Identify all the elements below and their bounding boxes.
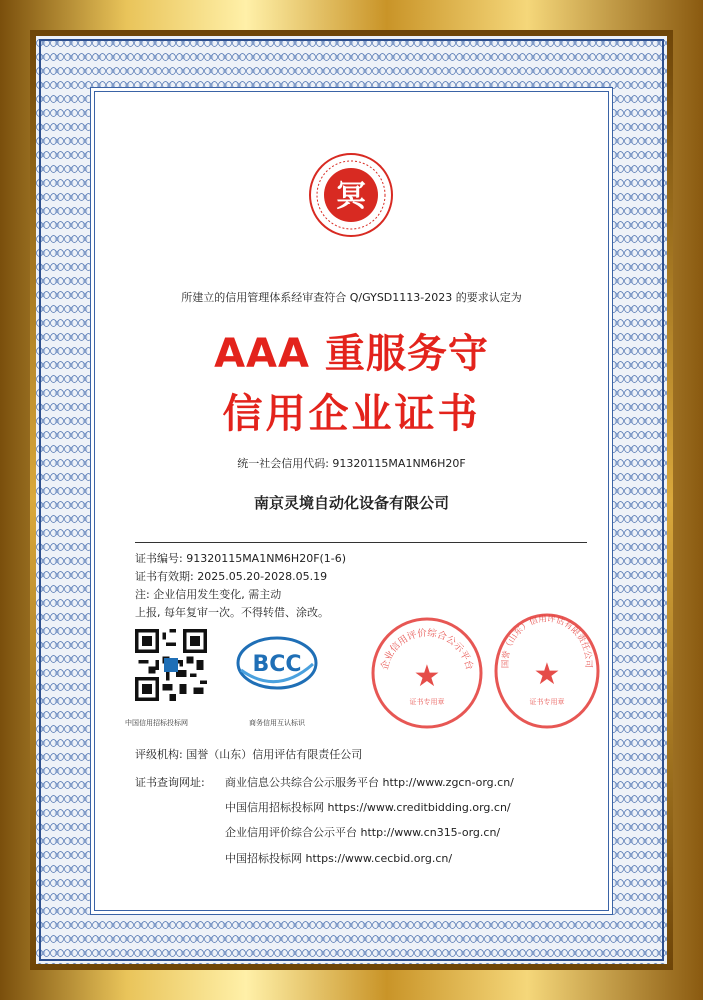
query-url-1: 商业信息公共综合公示服务平台 http://www.zgcn-org.cn/	[225, 776, 514, 789]
divider-line	[135, 542, 587, 543]
stamp1-label: 证书专用章	[409, 698, 445, 706]
cert-number: 证书编号: 91320115MA1NM6H20F(1-6)	[135, 552, 347, 565]
cert-validity: 证书有效期: 2025.05.20-2028.05.19	[135, 570, 328, 583]
stamp2-ring-text: 国誉（山东）信用评估有限责任公司	[500, 614, 594, 669]
cert-note-2: 上报, 每年复审一次。不得转借、涂改。	[135, 606, 329, 619]
certificate-paper	[95, 92, 608, 910]
company-name: 南京灵境自动化设备有限公司	[253, 494, 449, 512]
stamp2-star: ★	[533, 657, 561, 692]
bcc-text: BCC	[252, 652, 302, 677]
top-emblem-seal	[308, 152, 394, 238]
stamp1-star: ★	[413, 659, 441, 694]
stamp-guoyu	[493, 612, 601, 730]
credit-code: 统一社会信用代码: 91320115MA1NM6H20F	[237, 457, 466, 470]
query-url-4: 中国招标投标网 https://www.cecbid.org.cn/	[225, 852, 453, 865]
qr-caption: 中国信用招标投标网	[125, 719, 188, 727]
query-url-2: 中国信用招标投标网 https://www.creditbidding.org.cn/	[225, 801, 511, 814]
stamp1-ring-text: 企业信用评价综合公示平台	[379, 627, 475, 672]
query-url-3: 企业信用评价综合公示平台 http://www.cn315-org.cn/	[225, 826, 501, 839]
stamp-platform	[370, 616, 484, 730]
stamp2-label: 证书专用章	[529, 698, 565, 706]
bcc-logo	[235, 634, 319, 692]
title-line-1: AAA 重服务守	[214, 331, 489, 377]
title-line-2: 信用企业证书	[222, 391, 481, 437]
cert-note-1: 注: 企业信用发生变化, 需主动	[135, 588, 282, 601]
qr-code	[135, 629, 207, 701]
bcc-caption: 商务信用互认标识	[249, 719, 305, 727]
intro-text: 所建立的信用管理体系经审查符合 Q/GYSD1113-2023 的要求认定为	[181, 291, 522, 304]
rating-org: 评级机构: 国誉（山东）信用评估有限责任公司	[135, 748, 363, 761]
query-label: 证书查询网址:	[135, 776, 205, 789]
emblem-char: 冥	[336, 179, 366, 214]
